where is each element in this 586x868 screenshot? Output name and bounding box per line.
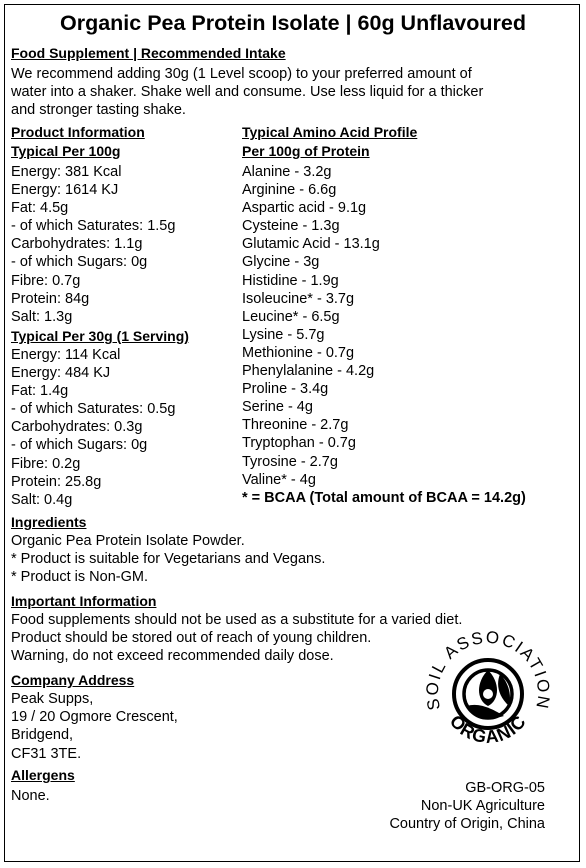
nutrition-row: - of which Saturates: 0.5g xyxy=(11,401,176,418)
soil-association-trefoil-icon xyxy=(454,660,522,728)
certification-line: GB-ORG-05 xyxy=(465,780,545,796)
ingredients-line: Organic Pea Protein Isolate Powder. xyxy=(11,533,245,549)
important-heading: Important Information xyxy=(11,593,157,609)
page-title: Organic Pea Protein Isolate | 60g Unflavoured xyxy=(59,11,526,35)
address-line: 19 / 20 Ogmore Crescent, xyxy=(11,709,178,726)
important-line: Warning, do not exceed recommended daily dose. xyxy=(11,648,334,665)
nutrition-row: Carbohydrates: 1.1g xyxy=(11,236,143,253)
amino-row: Lysine - 5.7g xyxy=(242,326,325,343)
amino-row: Threonine - 2.7g xyxy=(242,417,349,434)
important-text xyxy=(11,611,462,666)
ingredients-line: * Product is suitable for Vegetarians and Vegans. xyxy=(11,551,326,568)
nutrition-row: Protein: 25.8g xyxy=(11,473,102,490)
per30-heading: Typical Per 30g (1 Serving) xyxy=(11,328,189,344)
nutrition-row: Fat: 4.5g xyxy=(11,200,69,217)
certification-line: Country of Origin, China xyxy=(389,816,545,833)
certification-text xyxy=(389,779,545,834)
amino-row: Aspartic acid - 9.1g xyxy=(242,200,367,217)
recommended-line: and stronger tasting shake. xyxy=(11,102,186,119)
bcaa-note: * = BCAA (Total amount of BCAA = 14.2g) xyxy=(242,489,526,506)
nutrition-row: Energy: 1614 KJ xyxy=(11,182,119,199)
amino-subheading: Per 100g of Protein xyxy=(242,143,370,159)
company-address xyxy=(11,690,178,763)
important-line: Food supplements should not be used as a substitute for a varied diet. xyxy=(11,612,463,628)
recommended-line: water into a shaker. Shake well and consume. Use less liquid for a thicker xyxy=(11,84,484,101)
amino-heading: Typical Amino Acid Profile xyxy=(242,124,418,140)
nutrition-row: Energy: 484 KJ xyxy=(11,365,111,382)
amino-row: Phenylalanine - 4.2g xyxy=(242,363,375,380)
amino-row: Cysteine - 1.3g xyxy=(242,218,340,235)
nutrition-row: Energy: 114 Kcal xyxy=(11,347,121,363)
amino-row: Tryptophan - 0.7g xyxy=(242,435,356,452)
certification-line: Non-UK Agriculture xyxy=(420,798,545,815)
address-line: Peak Supps, xyxy=(11,691,94,707)
nutrition-row: - of which Saturates: 1.5g xyxy=(11,218,176,235)
nutrition-row: Protein: 84g xyxy=(11,290,90,307)
recommended-heading: Food Supplement | Recommended Intake xyxy=(11,45,286,61)
nutrition-row: Energy: 381 Kcal xyxy=(11,164,122,180)
amino-row: Methionine - 0.7g xyxy=(242,344,355,361)
address-line: CF31 3TE. xyxy=(11,745,82,762)
ingredients-text xyxy=(11,532,325,587)
per100-heading: Typical Per 100g xyxy=(11,143,121,159)
nutrition-row: Salt: 0.4g xyxy=(11,491,73,508)
address-line: Bridgend, xyxy=(11,727,74,744)
nutrition-row: - of which Sugars: 0g xyxy=(11,437,148,454)
nutrition-row: Fibre: 0.7g xyxy=(11,272,81,289)
nutrition-row: Fat: 1.4g xyxy=(11,383,69,400)
soil-association-logo xyxy=(418,624,558,764)
nutrition-row: Fibre: 0.2g xyxy=(11,455,81,472)
recommended-line: We recommend adding 30g (1 Level scoop) to your preferred amount of xyxy=(11,66,472,82)
nutrition-row: Salt: 1.3g xyxy=(11,308,73,325)
nutrition-row: - of which Sugars: 0g xyxy=(11,254,148,271)
amino-row: Isoleucine* - 3.7g xyxy=(242,290,355,307)
amino-row: Serine - 4g xyxy=(242,399,313,416)
amino-list xyxy=(242,163,526,507)
logo-organic-text: ORGANIC xyxy=(445,711,531,748)
logo-arc-text: SOIL ASSOCIATION xyxy=(422,627,554,712)
per30-list xyxy=(11,346,175,509)
amino-row: Histidine - 1.9g xyxy=(242,272,339,289)
amino-row: Leucine* - 6.5g xyxy=(242,308,340,325)
allergens-heading: Allergens xyxy=(11,767,75,783)
allergens-value: None. xyxy=(11,788,50,804)
per100-list xyxy=(11,163,175,326)
ingredients-heading: Ingredients xyxy=(11,514,87,530)
amino-row: Proline - 3.4g xyxy=(242,381,329,398)
recommended-text xyxy=(11,65,483,120)
nutrition-row: Carbohydrates: 0.3g xyxy=(11,419,143,436)
amino-row: Alanine - 3.2g xyxy=(242,164,332,180)
ingredients-line: * Product is Non-GM. xyxy=(11,569,148,586)
amino-row: Valine* - 4g xyxy=(242,471,316,488)
amino-row: Glutamic Acid - 13.1g xyxy=(242,236,380,253)
product-info-heading: Product Information xyxy=(11,124,145,140)
important-line: Product should be stored out of reach of young children. xyxy=(11,630,372,647)
amino-row: Glycine - 3g xyxy=(242,254,320,271)
company-heading: Company Address xyxy=(11,672,135,688)
amino-row: Arginine - 6.6g xyxy=(242,182,337,199)
amino-row: Tyrosine - 2.7g xyxy=(242,453,338,470)
